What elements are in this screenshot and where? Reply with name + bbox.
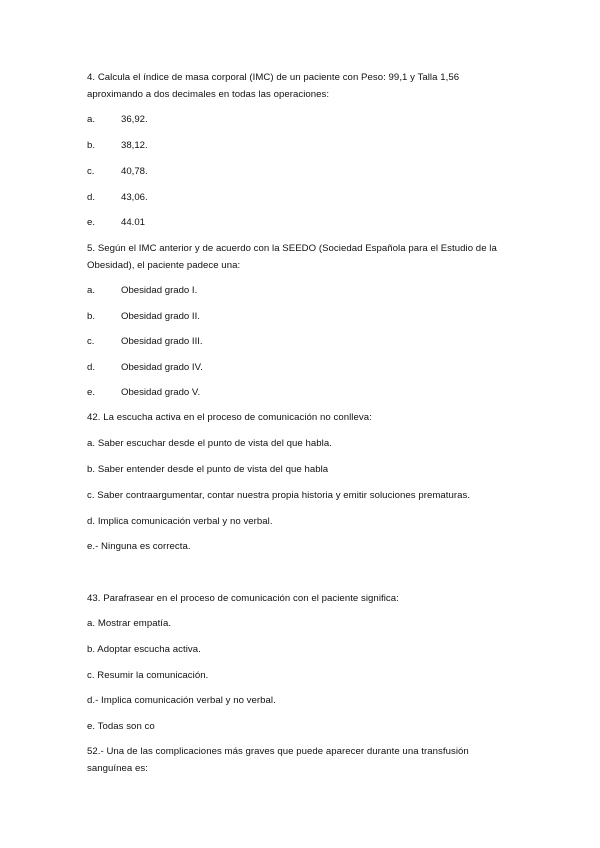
option-text: 38,12. [121, 140, 148, 151]
question-43-option-b: b. Adoptar escucha activa. [87, 644, 201, 655]
option-letter: e. [87, 217, 96, 228]
question-42-option-b: b. Saber entender desde el punto de vista del que habla [87, 464, 329, 475]
question-43-option-c: c. Resumir la comunicación. [87, 670, 209, 681]
question-42-option-d: d. Implica comunicación verbal y no verbal. [87, 516, 273, 527]
question-43-option-d: d.- Implica comunicación verbal y no verbal. [87, 695, 276, 706]
question-43-option-a: a. Mostrar empatía. [87, 618, 172, 629]
option-letter: c. [87, 336, 95, 347]
option-text: 44.01 [121, 217, 146, 228]
option-text: Obesidad grado II. [121, 311, 200, 322]
question-52-stem-line-1: 52.- Una de las complicaciones más graves que puede aparecer durante una transfusión [87, 746, 469, 757]
question-52-stem-line-2: sanguínea es: [87, 763, 148, 774]
question-42-option-a: a. Saber escuchar desde el punto de vista del que habla. [87, 438, 332, 449]
option-letter: e. [87, 387, 96, 398]
option-text: 43,06. [121, 192, 148, 203]
option-letter: c. [87, 166, 95, 177]
option-text: 36,92. [121, 114, 148, 125]
option-text: Obesidad grado III. [121, 336, 203, 347]
option-letter: a. [87, 285, 96, 296]
question-4-stem-line-1: 4. Calcula el índice de masa corporal (IMC) de un paciente con Peso: 99,1 y Talla 1,56 [87, 72, 460, 83]
question-43-stem: 43. Parafrasear en el proceso de comunicación con el paciente significa: [87, 593, 399, 604]
question-43-option-e: e. Todas son co [87, 721, 155, 732]
option-text: Obesidad grado V. [121, 387, 201, 398]
option-letter: b. [87, 140, 96, 151]
question-4-stem-line-2: aproximando a dos decimales en todas las operaciones: [87, 89, 330, 100]
question-5-stem-line-2: Obesidad), el paciente padece una: [87, 260, 241, 271]
question-42-option-e: e.- Ninguna es correcta. [87, 541, 191, 552]
option-text: Obesidad grado I. [121, 285, 198, 296]
question-42-stem: 42. La escucha activa en el proceso de comunicación no conlleva: [87, 412, 372, 423]
option-letter: d. [87, 362, 96, 373]
option-text: 40,78. [121, 166, 148, 177]
option-letter: b. [87, 311, 96, 322]
option-text: Obesidad grado IV. [121, 362, 203, 373]
question-5-stem-line-1: 5. Según el IMC anterior y de acuerdo con la SEEDO (Sociedad Española para el Estudio de la [87, 243, 497, 254]
option-letter: d. [87, 192, 96, 203]
question-42-option-c: c. Saber contraargumentar, contar nuestra propia historia y emitir soluciones prematuras. [87, 490, 471, 501]
option-letter: a. [87, 114, 96, 125]
